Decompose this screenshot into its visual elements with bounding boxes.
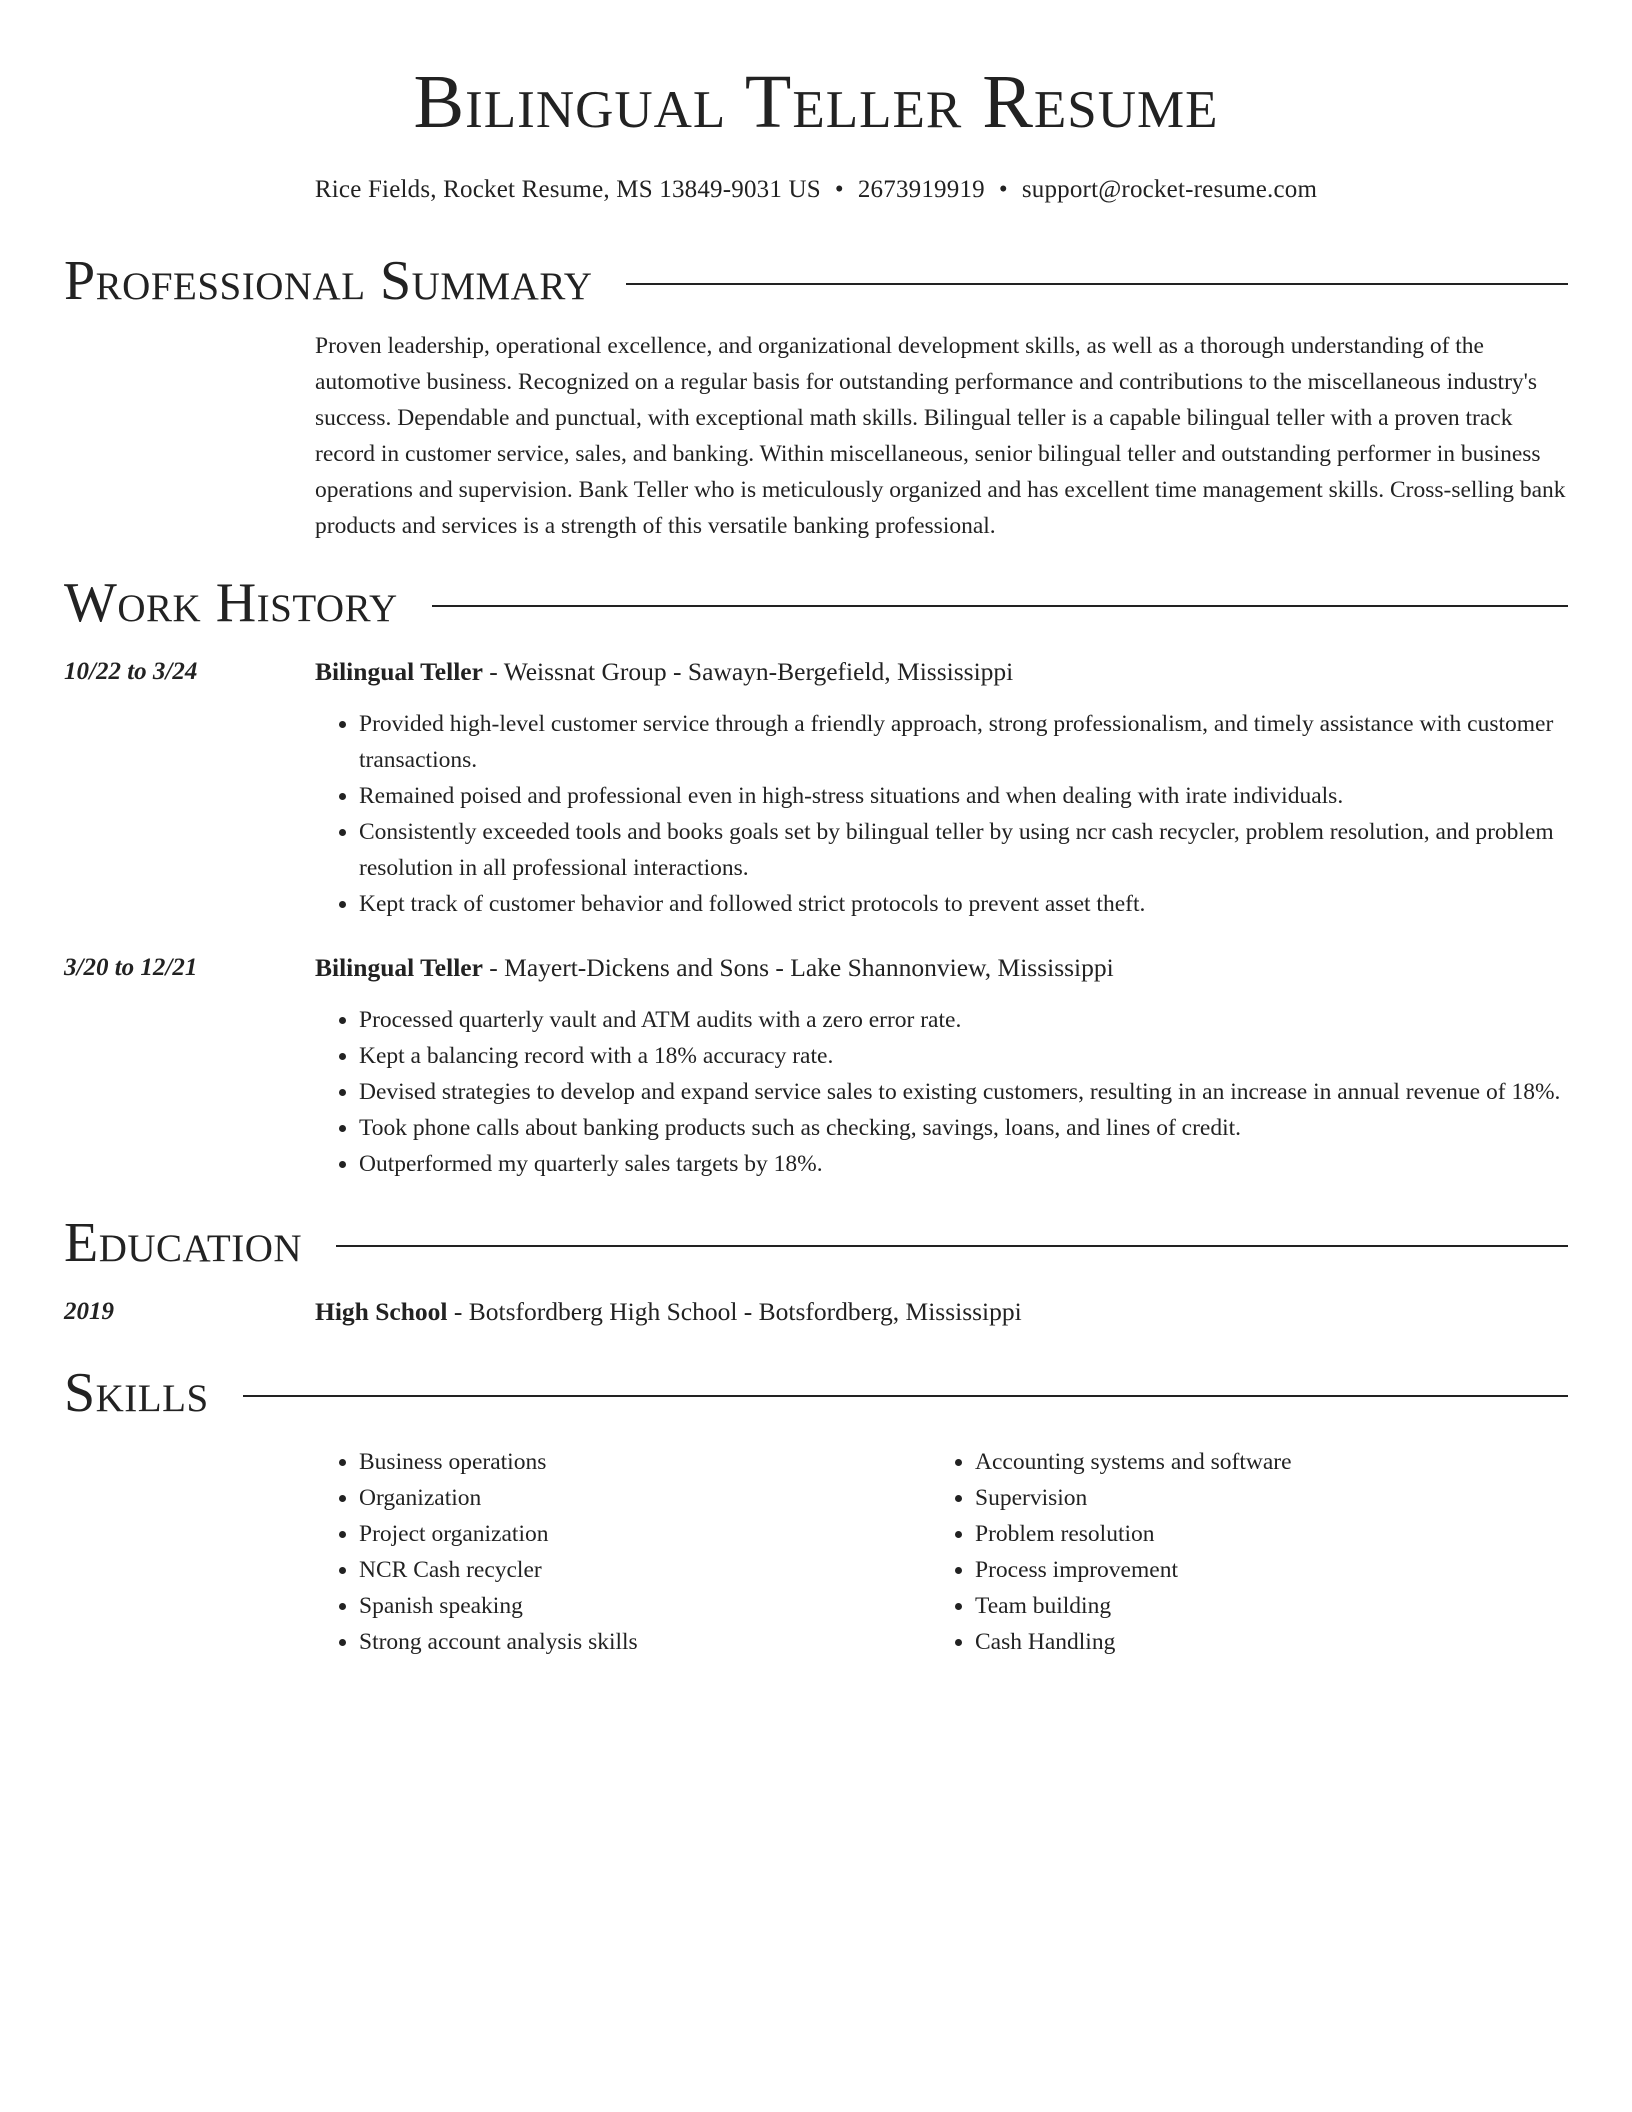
skill-item: • Project organization: [359, 1516, 931, 1552]
contact-separator: •: [834, 176, 844, 203]
skills-list-right: [931, 1444, 1292, 1660]
skill-item: • Organization: [359, 1480, 931, 1516]
skill-item: • NCR Cash recycler: [359, 1552, 931, 1588]
job-body: [315, 652, 1568, 922]
skills-grid: [315, 1444, 1568, 1660]
list-item: • Kept track of customer behavior and followed strict protocols to prevent asset theft.: [359, 886, 1568, 922]
resume-title: Bilingual Teller Resume: [413, 60, 1219, 144]
education-body: [315, 1292, 1568, 1332]
skill-item: • Strong account analysis skills: [359, 1624, 931, 1660]
skill-item: • Team building: [975, 1588, 1292, 1624]
job-details: - Mayert-Dickens and Sons - Lake Shannonview, Mississippi: [482, 953, 1114, 982]
education-degree: High School: [315, 1297, 448, 1326]
job-dates: 3/20 to 12/21: [64, 954, 198, 981]
skill-item: • Cash Handling: [975, 1624, 1292, 1660]
skill-item: • Accounting systems and software: [975, 1444, 1292, 1480]
summary-text: Proven leadership, operational excellence, and organizational development skills, as well as a thorough understanding of the automotive business. Recognized on a regular basis for outstanding performance and contributions to the miscellaneous industry's success. Dependable and punctual, with exceptional math skills. Bilingual teller is a capable bilingual teller with a proven track record in customer service, sales, and banking. Within miscellaneous, senior bilingual teller and outstanding performer in business operations and supervision. Bank Teller who is meticulously organized and has excellent time management skills. Cross-selling bank products and services is a strength of this versatile banking professional.: [315, 333, 1566, 539]
list-item: • Devised strategies to develop and expand service sales to existing customers, resulting in an increase in annual revenue of 18%.: [359, 1074, 1568, 1110]
job-details: - Weissnat Group - Sawayn-Bergefield, Mississippi: [482, 657, 1014, 686]
skill-item: • Process improvement: [975, 1552, 1292, 1588]
skill-item: • Problem resolution: [975, 1516, 1292, 1552]
job-body: [315, 948, 1568, 1182]
section-divider: [336, 1245, 1568, 1247]
contact-address: Rice Fields, Rocket Resume, MS 13849-9031 US: [314, 176, 821, 203]
summary-content: [315, 328, 1568, 544]
job-entry: [64, 948, 1568, 1182]
section-divider: [432, 605, 1568, 607]
contact-email: support@rocket-resume.com: [1021, 176, 1318, 203]
list-item: • Kept a balancing record with a 18% accuracy rate.: [359, 1038, 1568, 1074]
education-heading-line: [315, 1292, 1568, 1332]
list-item: • Outperformed my quarterly sales targets by 18%.: [359, 1146, 1568, 1182]
list-item: • Consistently exceeded tools and books goals set by bilingual teller by using ncr cash recycler, problem resolution, and problem resolution in all professional interactions.: [359, 814, 1568, 886]
education-entry: [64, 1292, 1568, 1332]
work-section-header: [64, 568, 1568, 638]
skills-heading: Skills: [64, 1362, 209, 1424]
job-heading: [315, 948, 1568, 988]
skill-item: • Spanish speaking: [359, 1588, 931, 1624]
contact-separator: •: [998, 176, 1008, 203]
job-heading: [315, 652, 1568, 692]
education-heading: Education: [64, 1212, 303, 1274]
education-year: 2019: [64, 1298, 114, 1325]
job-bullets: [315, 706, 1568, 922]
skill-item: • Supervision: [975, 1480, 1292, 1516]
skill-item: • Business operations: [359, 1444, 931, 1480]
contact-line: [64, 172, 1568, 208]
section-divider: [626, 283, 1568, 285]
skills-list-left: [315, 1444, 931, 1660]
job-role: Bilingual Teller: [315, 953, 483, 982]
list-item: • Remained poised and professional even in high-stress situations and when dealing with irate individuals.: [359, 778, 1568, 814]
education-details: - Botsfordberg High School - Botsfordberg, Mississippi: [447, 1297, 1022, 1326]
job-bullets: [315, 1002, 1568, 1182]
list-item: • Took phone calls about banking products such as checking, savings, loans, and lines of credit.: [359, 1110, 1568, 1146]
skills-section-header: [64, 1358, 1568, 1428]
list-item: • Processed quarterly vault and ATM audits with a zero error rate.: [359, 1002, 1568, 1038]
summary-heading: Professional Summary: [64, 250, 593, 312]
education-section-header: [64, 1208, 1568, 1278]
section-divider: [243, 1395, 1568, 1397]
summary-section-header: [64, 246, 1568, 316]
list-item: • Provided high-level customer service through a friendly approach, strong professionalism, and timely assistance with customer transactions.: [359, 706, 1568, 778]
job-entry: [64, 652, 1568, 922]
job-dates: 10/22 to 3/24: [64, 658, 198, 685]
contact-phone: 2673919919: [857, 176, 985, 203]
job-role: Bilingual Teller: [315, 657, 483, 686]
work-heading: Work History: [64, 572, 398, 634]
